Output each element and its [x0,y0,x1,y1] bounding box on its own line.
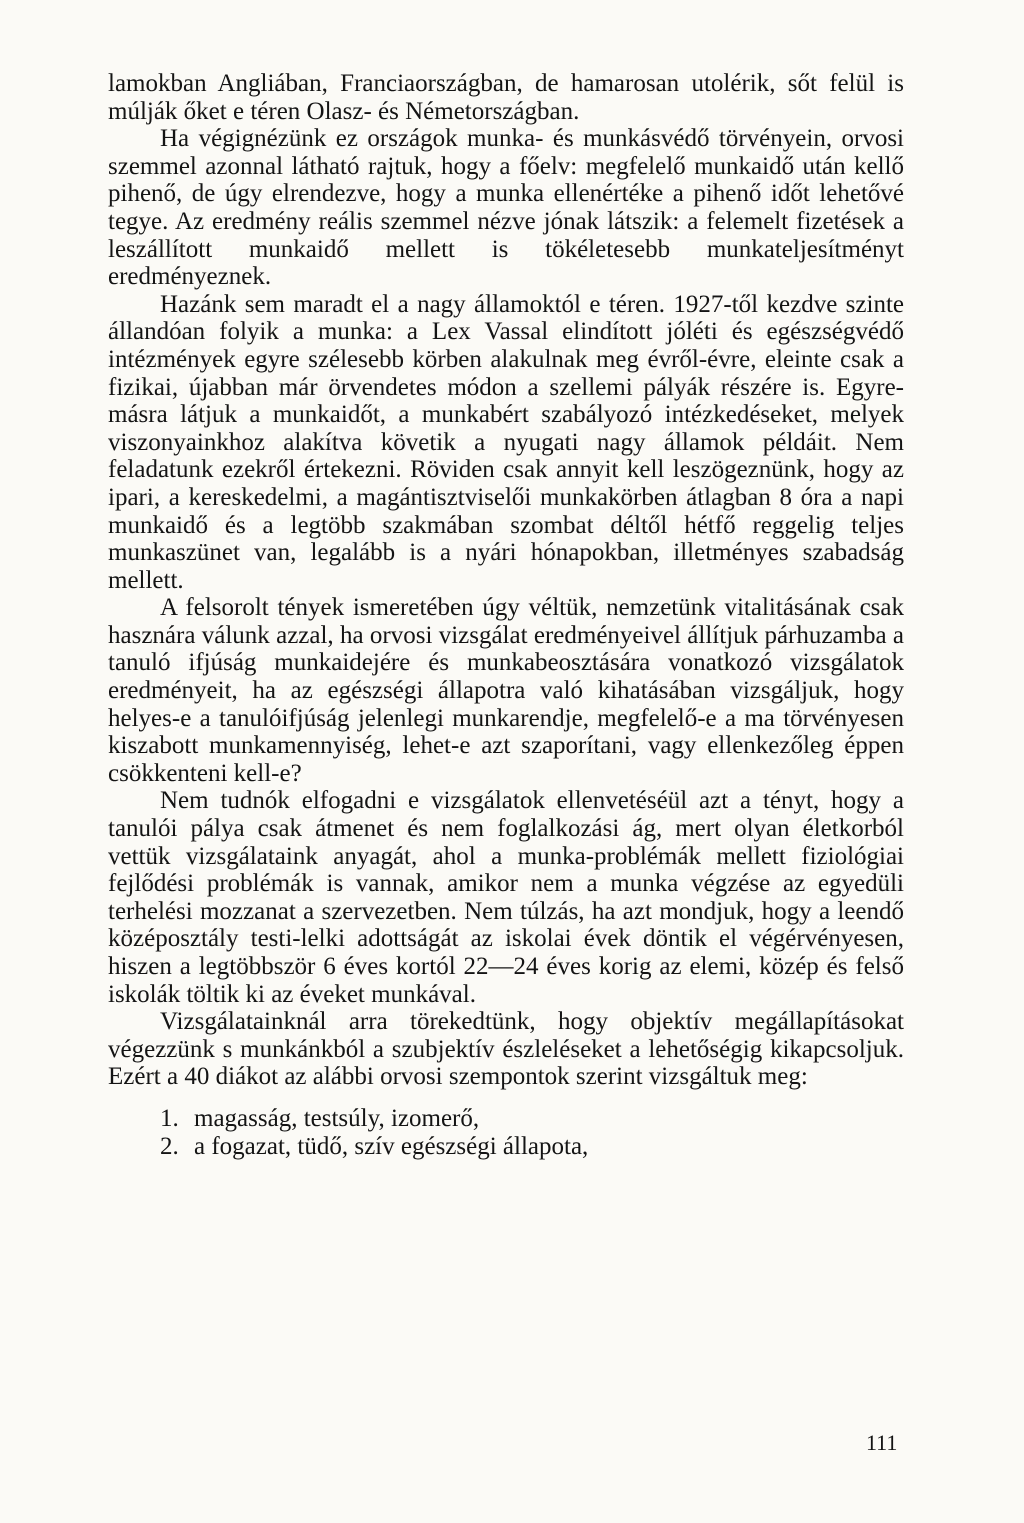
paragraph-5: Nem tudnók elfogadni e vizsgálatok ellenvetéséül azt a tényt, hogy a tanulói pálya csak átmenet és nem foglalkozási ág, mert olyan életkorból vettük vizsgálataink anyagát, ahol a munka-problémák mellett fiziológiai fejlődési problémák is vannak, amikor nem a munka végzése az egyedüli terhelési mozzanat a szervezetben. Nem túlzás, ha azt mondjuk, hogy a leendő középosztály testi-lelki adottságát az iskolai évek döntik el végérvényesen, hiszen a legtöbbször 6 éves kortól 22—24 éves korig az elemi, közép és felső iskolák töltik ki az éveket munkával. [108,787,904,1008]
page-number: 111 [866,1430,898,1455]
list-item-text: a fogazat, tüdő, szív egészségi állapota, [194,1132,589,1160]
list-item [108,1133,904,1161]
list-item [108,1105,904,1133]
paragraph-6: Vizsgálatainknál arra törekedtünk, hogy objektív megállapításokat végezzünk s munkánkból a szubjektív észleléseket a lehetőségig kikapcsoljuk. Ezért a 40 diákot az alábbi orvosi szempontok szerint vizsgáltuk meg: [108,1008,904,1091]
list-item-number: 1. [160,1104,179,1132]
paragraph-1: lamokban Angliában, Franciaországban, de hamarosan utolérik, sőt felül is múlják őket e téren Olasz- és Németországban. [108,70,904,125]
list-item-text: magasság, testsúly, izomerő, [194,1104,480,1132]
criteria-list [108,1105,904,1160]
paragraph-4: A felsorolt tények ismeretében úgy véltük, nemzetünk vitalitásának csak hasznára válunk azzal, ha orvosi vizsgálat eredményeivel állítjuk párhuzamba a tanuló ifjúság munkaidejére és munkabeosztására vonatkozó vizsgálatok eredményeit, ha az egészségi állapotra való kihatásában vizsgáljuk, hogy helyes-e a tanulóifjúság jelenlegi munkarendje, megfelelő-e a ma törvényesen kiszabott munkamennyiség, lehet-e azt szaporítani, vagy ellenkezőleg éppen csökkenteni kell-e? [108,594,904,787]
page-body [108,70,904,1160]
paragraph-3: Hazánk sem maradt el a nagy államoktól e téren. 1927-től kezdve szinte állandóan folyik a munka: a Lex Vassal elindított jóléti és egészségvédő intézmények egyre szélesebb körben alakulnak meg évről-évre, eleinte csak a fizikai, újabban már örvendetes módon a szellemi pályák részére is. Egyre-másra látjuk a munkaidőt, a munkabért szabályozó intézkedéseket, melyek viszonyainkhoz alakítva követik a nyugati nagy államok példáit. Nem feladatunk ezekről értekezni. Röviden csak annyit kell leszögeznünk, hogy az ipari, a kereskedelmi, a magántisztviselői munkakörben átlagban 8 óra a napi munkaidő és a legtöbb szakmában szombat déltől hétfő reggelig teljes munkaszünet van, legalább is a nyári hónapokban, illetményes szabadság mellett. [108,290,904,594]
list-item-number: 2. [160,1132,179,1160]
paragraph-2: Ha végignézünk ez országok munka- és munkásvédő törvényein, orvosi szemmel azonnal látható rajtuk, hogy a főelv: megfelelő munkaidő után kellő pihenő, de úgy elrendezve, hogy a munka ellenértéke a pihenő időt lehetővé tegye. Az eredmény reális szemmel nézve jónak látszik: a felemelt fizetések a leszállított munkaidő mellett is tökéletesebb munkateljesítményt eredményeznek. [108,125,904,291]
